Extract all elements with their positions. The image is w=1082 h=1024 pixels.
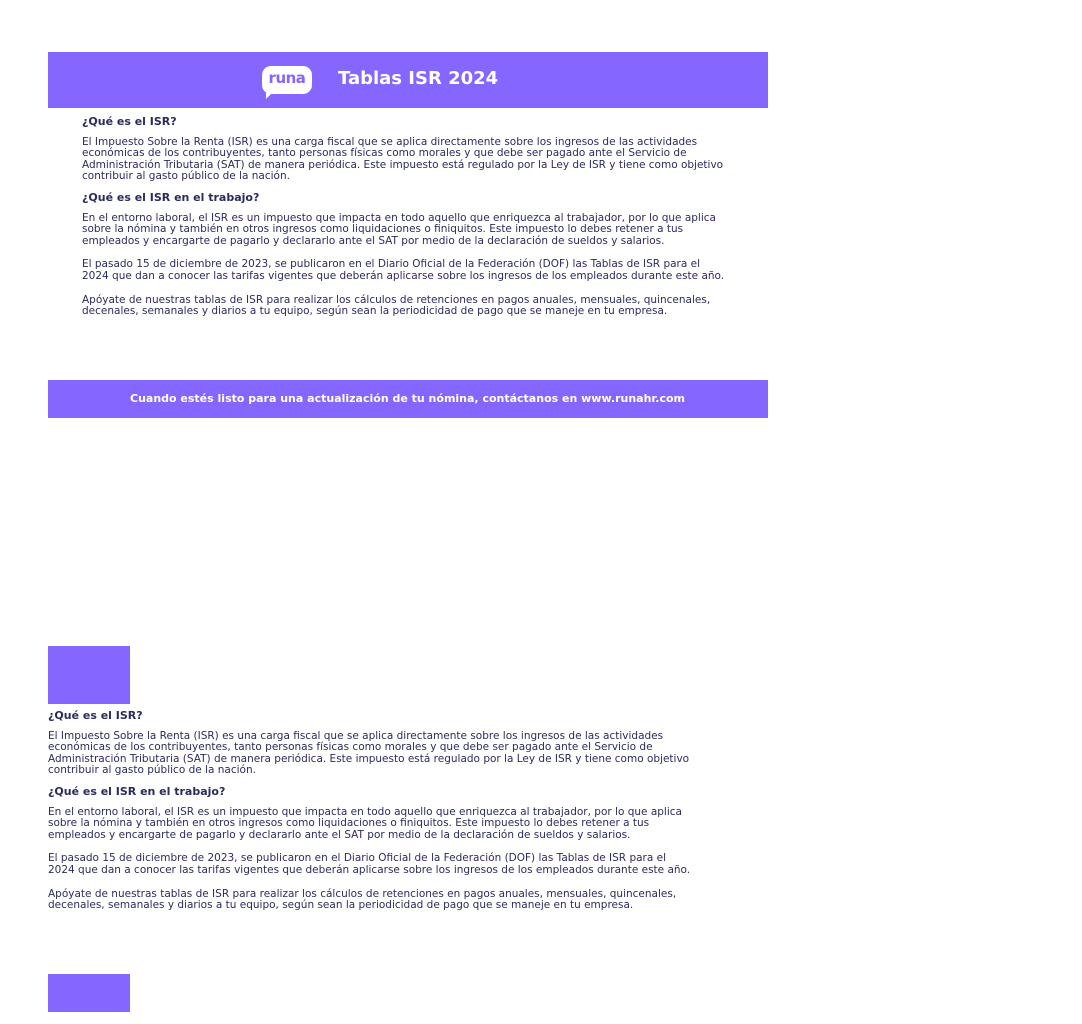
slice-paragraph: El Impuesto Sobre la Renta (ISR) es una carga fiscal que se aplica directamente sobre los ingresos de las actividades económicas de los contribuyentes, tanto personas físicas como morales y que debe ser pagado ante el Servicio de Administración Tributaria (SAT) de manera periódica. Este impuesto está regulado por la Ley de ISR y tiene como objetivo contribuir al gasto público de la nación.	[48, 729, 690, 777]
page-overflow-slice	[48, 646, 691, 1016]
slice-footer-band	[48, 974, 130, 1012]
header-band	[48, 52, 768, 108]
page-title: Tablas ISR 2024	[338, 68, 499, 89]
runa-logo	[262, 66, 312, 94]
paragraph: El pasado 15 de diciembre de 2023, se publicaron en el Diario Oficial de la Federación (DOF) las Tablas de ISR para el 2024 que dan a conocer las tarifas vigentes que deberán aplicarse sobre los ingresos de los empleados durante este año.	[82, 258, 725, 282]
section-heading: ¿Qué es el ISR en el trabajo?	[82, 190, 260, 204]
footer-contact-text: Cuando estés listo para una actualización de tu nómina, contáctanos en www.runahr.com	[130, 392, 685, 405]
slice-header-band	[48, 646, 130, 704]
document-page	[48, 52, 768, 422]
slice-paragraph: Apóyate de nuestras tablas de ISR para realizar los cálculos de retenciones en pagos anuales, mensuales, quincenales, decenales, semanales y diarios a tu equipo, según sean la periodicidad de pago que se maneje en tu empresa.	[48, 887, 677, 912]
paragraph: En el entorno laboral, el ISR es un impuesto que impacta en todo aquello que enriquezca al trabajador, por lo que aplica sobre la nómina y también en otros ingresos como liquidaciones o finiquitos. Este impuesto lo debes retener a tus empleados y encargarte de pagarlo y declararlo ante el SAT por medio de la declaración de sueldos y salarios.	[82, 211, 716, 247]
paragraph: El Impuesto Sobre la Renta (ISR) es una carga fiscal que se aplica directamente sobre los ingresos de las actividades económicas de los contribuyentes, tanto personas físicas como morales y que debe ser pagado ante el Servicio de Administración Tributaria (SAT) de manera periódica. Este impuesto está regulado por la Ley de ISR y tiene como objetivo contribuir al gasto público de la nación.	[82, 135, 724, 183]
slice-section-heading: ¿Qué es el ISR en el trabajo?	[48, 784, 226, 798]
logo-text: runa	[268, 69, 306, 87]
footer-band	[48, 380, 768, 418]
section-heading: ¿Qué es el ISR?	[82, 115, 177, 128]
slice-paragraph: El pasado 15 de diciembre de 2023, se publicaron en el Diario Oficial de la Federación (DOF) las Tablas de ISR para el 2024 que dan a conocer las tarifas vigentes que deberán aplicarse sobre los ingresos de los empleados durante este año.	[48, 852, 691, 876]
slice-document-body	[48, 710, 1048, 921]
slice-section-heading: ¿Qué es el ISR?	[48, 709, 143, 722]
document-body	[82, 116, 1082, 327]
slice-paragraph: En el entorno laboral, el ISR es un impuesto que impacta en todo aquello que enriquezca al trabajador, por lo que aplica sobre la nómina y también en otros ingresos como liquidaciones o finiquitos. Este impuesto lo debes retener a tus empleados y encargarte de pagarlo y declararlo ante el SAT por medio de la declaración de sueldos y salarios.	[48, 805, 682, 841]
paragraph: Apóyate de nuestras tablas de ISR para realizar los cálculos de retenciones en pagos anuales, mensuales, quincenales, decenales, semanales y diarios a tu equipo, según sean la periodicidad de pago que se maneje en tu empresa.	[82, 293, 711, 318]
